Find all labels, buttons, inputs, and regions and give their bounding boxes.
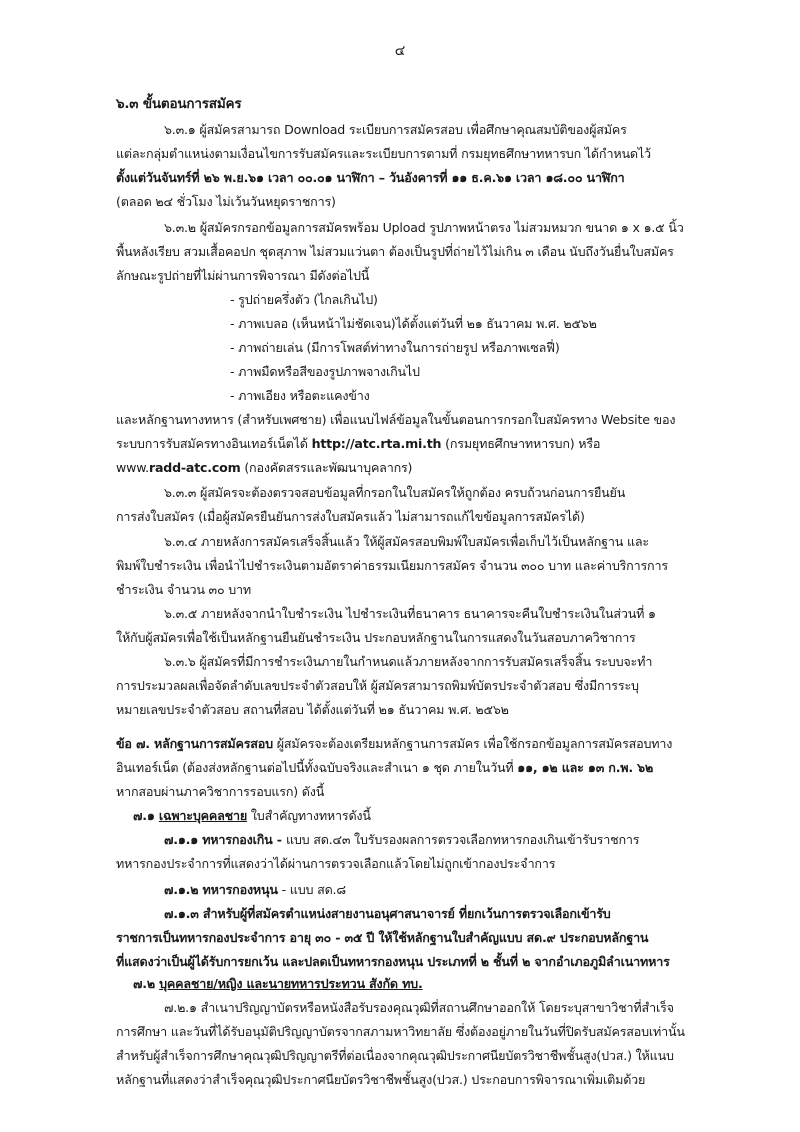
text: www.: [116, 460, 149, 475]
item-label: ๗.๑.๒ ทหารกองหนุน: [164, 882, 278, 897]
text: อินเทอร์เน็ต (ต้องส่งหลักฐานต่อไปนี้ทั้งฉบับจริงและสำเนา ๑ ชุด ภายในวันที่: [116, 760, 518, 775]
text: - แบบ สด.๘: [277, 882, 346, 897]
atc-website-link[interactable]: http://atc.rta.mi.th: [311, 436, 442, 451]
para-6-3-3-line2: การส่งใบสมัคร (เมื่อผู้สมัครยืนยันการส่งใบสมัครแล้ว ไม่สามารถแก้ไขข้อมูลการสมัครได้): [116, 509, 585, 524]
bullet-item: - ภาพเบลอ (เห็นหน้าไม่ชัดเจน)ได้ตั้งแต่วันที่ ๒๑ ธันวาคม พ.ศ. ๒๕๖๒: [230, 316, 597, 331]
para-6-3-2-line6: [116, 460, 412, 476]
text: ระบบการรับสมัครทางอินเทอร์เน็ตได้: [116, 436, 312, 451]
item-7-2-1-line4: หลักฐานที่แสดงว่าสำเร็จคุณวุฒิประกาศนียบัตรวิชาชีพชั้นสูง(ปวส.) ประกอบการพิจารณาเพิ่มเติมด้วย: [116, 1072, 646, 1087]
subsection-7-1: [133, 808, 371, 824]
para-6-3-5-line1: ๖.๓.๕ ภายหลังจากนำใบชำระเงิน ไปชำระเงินที่ธนาคาร ธนาคารจะคืนใบชำระเงินในส่วนที่ ๑: [164, 606, 656, 621]
bullet-item: - ภาพเอียง หรือตะแคงข้าง: [230, 388, 370, 403]
bullet-item: - ภาพมืดหรือสีของรูปภาพจางเกินไป: [230, 364, 420, 379]
item-7-1-2: [164, 882, 346, 898]
para-6-3-4-line3: ชำระเงิน จำนวน ๓๐ บาท: [116, 582, 252, 597]
para-6-3-2-line1: ๖.๓.๒ ผู้สมัครกรอกข้อมูลการสมัครพร้อม Upload รูปภาพหน้าตรง ไม่สวมหมวก ขนาด ๑ x ๑.๕ นิ้ว: [164, 220, 684, 235]
para-6-3-2-line3: ลักษณะรูปถ่ายที่ไม่ผ่านการพิจารณา มีดังต่อไปนี้: [116, 268, 370, 283]
item-7-1-3-line2: ราชการเป็นทหารกองประจำการ อายุ ๓๐ - ๓๕ ปี ให้ใช้หลักฐานใบสำคัญแบบ สด.๙ ประกอบหลักฐาน: [116, 930, 649, 945]
para-6-3-6-line2: การประมวลผลเพื่อจัดลำดับเลขประจำตัวสอบให้ ผู้สมัครสามารถพิมพ์บัตรประจำตัวสอบ ซึ่งมีการระบุ: [116, 678, 639, 693]
section-7-line2: [116, 760, 653, 776]
section-heading-6-3: ๖.๓ ขั้นตอนการสมัคร: [116, 96, 242, 112]
radd-website-link[interactable]: radd-atc.com: [148, 460, 241, 475]
page-number: ๔: [394, 43, 406, 59]
section-7-line3: หากสอบผ่านภาควิชาการรอบแรก) ดังนี้: [116, 784, 325, 799]
text: ใบสำคัญทางทหารดังนี้: [247, 808, 371, 823]
item-7-1-3-line3: ที่แสดงว่าเป็นผู้ได้รับการยกเว้น และปลดเป็นทหารกองหนุน ประเภทที่ ๒ ชั้นที่ ๒ จากอำเภอภูมิลำเนาทหาร: [116, 954, 670, 969]
para-6-3-3-line1: ๖.๓.๓ ผู้สมัครจะต้องตรวจสอบข้อมูลที่กรอกในใบสมัครให้ถูกต้อง ครบถ้วนก่อนการยืนยัน: [164, 485, 626, 500]
bullet-item: - รูปถ่ายครึ่งตัว (ไกลเกินไป): [230, 292, 378, 307]
bullet-item: - ภาพถ่ายเล่น (มีการโพสต์ท่าทางในการถ่ายรูป หรือภาพเซลฟี่): [230, 340, 560, 355]
para-6-3-2-line2: พื้นหลังเรียบ สวมเสื้อคอปก ชุดสุภาพ ไม่สวมแว่นตา ต้องเป็นรูปที่ถ่ายไว้ไม่เกิน ๓ เดือน นับถึงวันยื่นใบสมัคร: [116, 244, 674, 259]
subsection-7-2: [133, 976, 423, 992]
para-6-3-5-line2: ให้กับผู้สมัครเพื่อใช้เป็นหลักฐานยืนยันชำระเงิน ประกอบหลักฐานในการแสดงในวันสอบภาควิชาการ: [116, 630, 636, 645]
item-label: ๗.๑.๑ ทหารกองเกิน -: [164, 832, 286, 847]
section-heading-7: ข้อ ๗. หลักฐานการสมัครสอบ: [116, 736, 273, 751]
submission-dates: ๑๑, ๑๒ และ ๑๓ ก.พ. ๖๒: [517, 760, 654, 775]
para-6-3-1-line1: ๖.๓.๑ ผู้สมัครสามารถ Download ระเบียบการสมัครสอบ เพื่อศึกษาคุณสมบัติของผู้สมัคร: [164, 122, 627, 137]
para-6-3-1-line3: ตั้งแต่วันจันทร์ที่ ๒๖ พ.ย.๖๑ เวลา ๐๐.๐๑ นาฬิกา – วันอังคารที่ ๑๑ ธ.ค.๖๑ เวลา ๑๘.๐๐ นาฬิกา: [116, 170, 625, 185]
text: (กรมยุทธศึกษาทหารบก) หรือ: [441, 436, 601, 451]
item-7-1-1-line2: ทหารกองประจำการที่แสดงว่าได้ผ่านการตรวจเลือกแล้วโดยไม่ถูกเข้ากองประจำการ: [116, 856, 556, 871]
para-6-3-4-line2: พิมพ์ใบชำระเงิน เพื่อนำไปชำระเงินตามอัตราค่าธรรมเนียมการสมัคร จำนวน ๓๐๐ บาท และค่าบริการการ: [116, 558, 668, 573]
para-6-3-6-line3: หมายเลขประจำตัวสอบ สถานที่สอบ ได้ตั้งแต่วันที่ ๒๑ ธันวาคม พ.ศ. ๒๕๖๒: [116, 702, 509, 717]
text: ผู้สมัครจะต้องเตรียมหลักฐานการสมัคร เพื่อใช้กรอกข้อมูลการสมัครสอบทาง: [272, 736, 673, 751]
subsection-number: ๗.๒: [133, 976, 160, 991]
para-6-3-2-line5: [116, 436, 600, 452]
subsection-title: บุคคลชาย/หญิง และนายทหารประทวน สังกัด ทบ.: [159, 976, 423, 991]
para-6-3-6-line1: ๖.๓.๖ ผู้สมัครที่มีการชำระเงินภายในกำหนดแล้วภายหลังจากการรับสมัครเสร็จสิ้น ระบบจะทำ: [164, 654, 653, 669]
para-6-3-4-line1: ๖.๓.๔ ภายหลังการสมัครเสร็จสิ้นแล้ว ให้ผู้สมัครสอบพิมพ์ใบสมัครเพื่อเก็บไว้เป็นหลักฐาน และ: [164, 534, 650, 549]
text: แบบ สด.๔๓ ใบรับรองผลการตรวจเลือกทหารกองเกินเข้ารับราชการ: [285, 832, 640, 847]
item-7-2-1-line1: ๗.๒.๑ สำเนาปริญญาบัตรหรือหนังสือรับรองคุณวุฒิที่สถานศึกษาออกให้ โดยระบุสาขาวิชาที่สำเร็จ: [164, 1000, 674, 1015]
item-7-2-1-line3: สำหรับผู้สำเร็จการศึกษาคุณวุฒิปริญญาตรีที่ต่อเนื่องจากคุณวุฒิประกาศนียบัตรวิชาชีพชั้นสูง(ปวส.) ให้แนบ: [116, 1048, 674, 1063]
text: (กองคัดสรรและพัฒนาบุคลากร): [240, 460, 413, 475]
para-6-3-1-line4: (ตลอด ๒๔ ชั่วโมง ไม่เว้นวันหยุดราชการ): [116, 194, 336, 209]
item-7-2-1-line2: การศึกษา และวันที่ได้รับอนุมัติปริญญาบัตรจากสภามหาวิทยาลัย ซึ่งต้องอยู่ภายในวันที่ปิดรับสมัครสอบเท่านั้น: [116, 1024, 685, 1039]
section-7-line1: [116, 736, 672, 752]
subsection-number: ๗.๑: [133, 808, 159, 823]
item-7-1-1-line1: [164, 832, 639, 848]
subsection-title: เฉพาะบุคคลชาย: [158, 808, 248, 823]
item-7-1-3-line1: ๗.๑.๓ สำหรับผู้ที่สมัครตำแหน่งสายงานอนุศาสนาจารย์ ที่ยกเว้นการตรวจเลือกเข้ารับ: [164, 906, 611, 921]
para-6-3-2-line4: และหลักฐานทางทหาร (สำหรับเพศชาย) เพื่อแนบไฟล์ข้อมูลในขั้นตอนการกรอกใบสมัครทาง Website ของ: [116, 412, 676, 427]
para-6-3-1-line2: แต่ละกลุ่มตำแหน่งตามเงื่อนไขการรับสมัครและระเบียบการตามที่ กรมยุทธศึกษาทหารบก ได้กำหนดไว้: [116, 146, 651, 161]
